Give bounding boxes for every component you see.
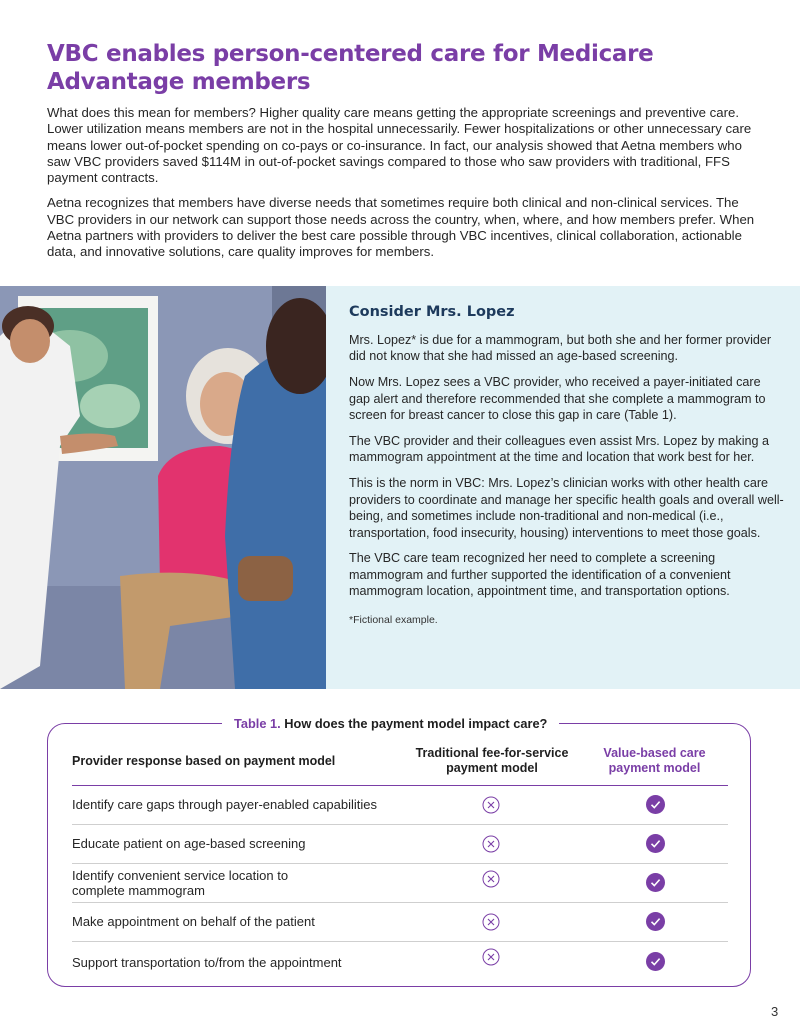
table-row — [72, 864, 728, 903]
table-caption-text: How does the payment model impact care? — [284, 716, 548, 731]
check-icon — [646, 834, 665, 853]
table-caption — [222, 716, 559, 731]
table-row — [72, 825, 728, 864]
table-caption-label: Table 1. — [234, 716, 281, 731]
check-icon — [646, 795, 665, 814]
clinic-photo-illustration — [0, 286, 326, 689]
page-title: VBC enables person-centered care for Medicare Advantage members — [47, 41, 654, 95]
x-icon — [482, 796, 500, 814]
row-label: Make appointment on behalf of the patient — [72, 914, 315, 929]
table-row — [72, 786, 728, 825]
x-icon — [482, 835, 500, 853]
row-label: Educate patient on age-based screening — [72, 836, 306, 851]
check-icon — [646, 873, 665, 892]
table-header-row — [72, 746, 728, 786]
intro-text — [47, 105, 759, 270]
x-icon — [482, 948, 500, 966]
row-label: Identify convenient service location to complete mammogram — [72, 868, 289, 898]
clinic-photo — [0, 286, 326, 689]
header-fee-for-service: Traditional fee-for-service payment model — [415, 746, 569, 775]
case-study-title: Consider Mrs. Lopez — [349, 304, 515, 320]
footnote: *Fictional example. — [349, 613, 438, 626]
case-study-paragraph: The VBC care team recognized her need to complete a screening mammogram and further supported the identification of a convenient mammogram location, appointment time, and transportation options. — [349, 551, 731, 599]
intro-paragraph: Aetna recognizes that members have diverse needs that sometimes require both clinical and non-clinical services. The VBC providers in our network can support those needs across the country, when, where, and how members prefer. When Aetna partners with providers to deliver the best care possible through VBC incentives, clinical collaboration, actionable data, and innovative solutions, care quality improves for members. — [47, 195, 755, 260]
case-study-paragraph: Now Mrs. Lopez sees a VBC provider, who received a payer-initiated care gap alert and therefore recommended that she complete a mammogram to screen for breast cancer to close this gap in care (Table 1). — [349, 375, 766, 423]
page-number: 3 — [771, 1004, 779, 1019]
case-study-paragraph: This is the norm in VBC: Mrs. Lopez’s clinician works with other health care providers to coordinate and manage her specific health goals and overall well-being, and sometimes include non-traditional and non-medical (i.e., transportation, food insecurity, housing) interventions to meet those goals. — [349, 476, 784, 540]
case-study-paragraph: Mrs. Lopez* is due for a mammogram, but both she and her former provider did not know that she had missed an age-based screening. — [349, 333, 772, 364]
check-icon — [646, 912, 665, 931]
x-icon — [482, 913, 500, 931]
row-label: Support transportation to/from the appointment — [72, 955, 342, 970]
table-row — [72, 942, 728, 980]
check-icon — [646, 952, 665, 971]
row-label: Identify care gaps through payer-enabled capabilities — [72, 797, 377, 812]
header-provider-response: Provider response based on payment model — [72, 754, 336, 768]
intro-paragraph: What does this mean for members? Higher quality care means getting the appropriate screenings and preventive care. Lower utilization means members are not in the hospital unnecessarily. Fewer hospitalizations or other unnecessary care means lower out-of-pocket spending on co-pays or co-insurance. In fact, our analysis showed that Aetna members who saw VBC providers saved $114M in out-of-pocket savings compared to those who saw providers with traditional, FFS payment contracts. — [47, 105, 752, 186]
table-row — [72, 903, 728, 942]
x-icon — [482, 870, 500, 888]
case-study-paragraph: The VBC provider and their colleagues even assist Mrs. Lopez by making a mammogram appointment at the time and location that work best for her. — [349, 434, 770, 465]
header-value-based-care: Value-based care payment model — [603, 746, 706, 775]
case-study-panel — [326, 286, 800, 689]
